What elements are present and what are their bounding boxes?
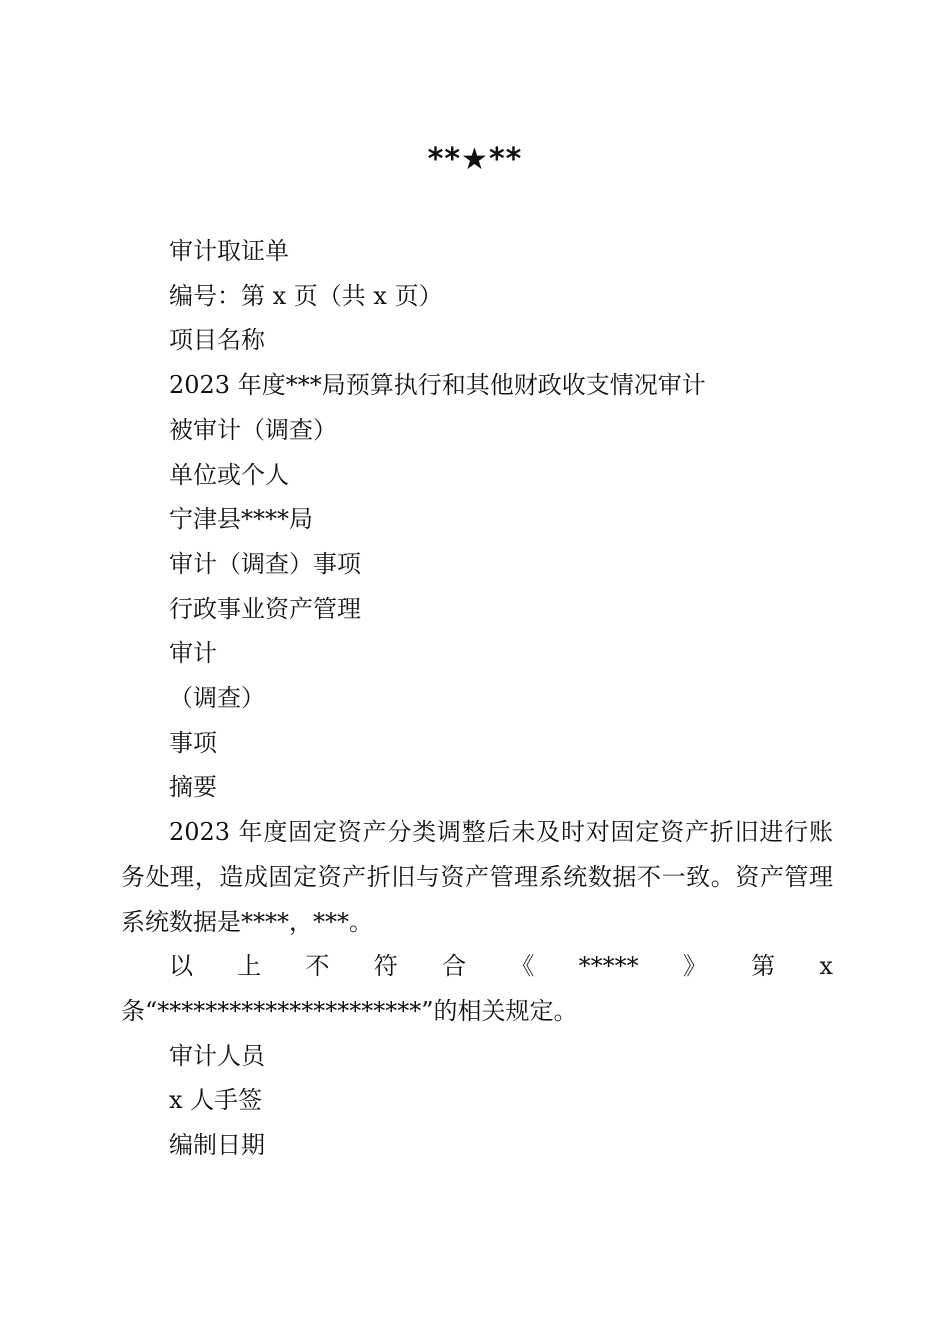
auditor-signature: x 人手签 xyxy=(169,1086,263,1115)
prepared-date-label: 编制日期 xyxy=(169,1131,265,1160)
project-name-value: 2023 年度***局预算执行和其他财政收支情况审计 xyxy=(169,371,706,400)
page-number-line: 编号：第 x 页（共 x 页） xyxy=(169,281,443,310)
regulation-line xyxy=(121,944,833,989)
regulation-word: x xyxy=(819,952,833,981)
form-title: 审计取证单 xyxy=(169,237,289,265)
regulation-word: 第 xyxy=(751,952,776,981)
audited-unit-label-2: 单位或个人 xyxy=(169,460,289,489)
regulation-word: 不 xyxy=(305,952,330,981)
regulation-word: 以 xyxy=(169,952,193,981)
project-name-label: 项目名称 xyxy=(169,326,265,355)
document-body xyxy=(121,229,833,1168)
summary-paragraph: 2023 年度固定资产分类调整后未及时对固定资产折旧进行账务处理，造成固定资产折旧与资产管理系统数据不一致。资产管理系统数据是****，***。 xyxy=(121,818,833,936)
regulation-word: ***** xyxy=(578,952,639,981)
summary-label-3: 事项 xyxy=(169,728,217,757)
regulation-word: 上 xyxy=(237,952,262,981)
audited-unit-label-1: 被审计（调查） xyxy=(169,415,337,444)
regulation-word: 《 xyxy=(510,952,535,981)
summary-label-4: 摘要 xyxy=(169,773,217,802)
summary-label-2: （调查） xyxy=(169,684,265,713)
regulation-word: 合 xyxy=(442,952,467,981)
summary-label-1: 审计 xyxy=(169,639,217,668)
audit-matter-value: 行政事业资产管理 xyxy=(169,594,361,623)
regulation-word: 》 xyxy=(682,952,707,981)
auditor-label: 审计人员 xyxy=(169,1041,265,1070)
regulation-word: 符 xyxy=(373,952,398,981)
document-title: **★** xyxy=(427,142,523,177)
audited-unit-value: 宁津县****局 xyxy=(169,505,313,534)
audit-matter-label: 审计（调查）事项 xyxy=(169,549,361,578)
regulation-line-continued: 条“**********************”的相关规定。 xyxy=(121,996,578,1025)
